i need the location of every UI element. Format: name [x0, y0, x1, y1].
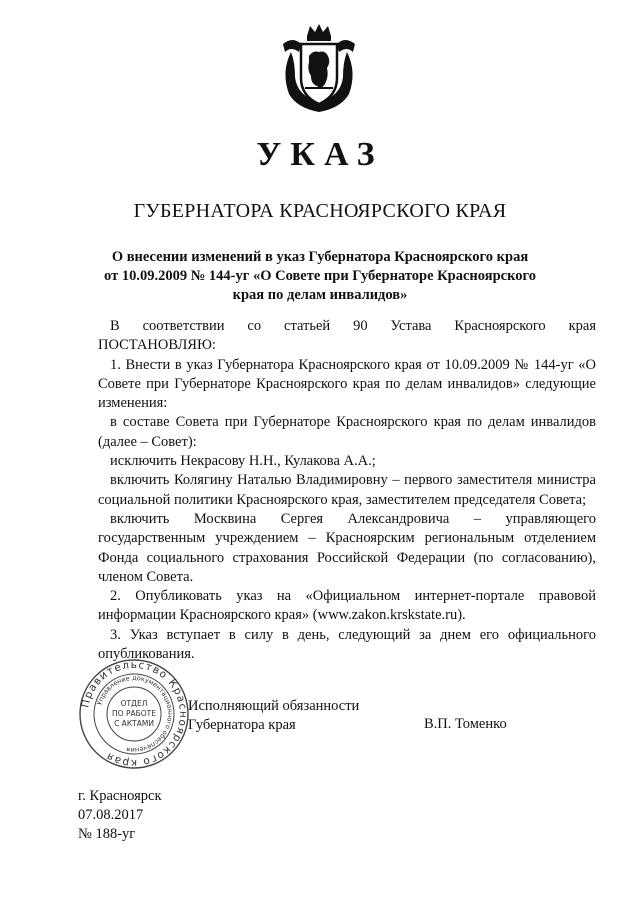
council-composition-paragraph: в составе Совета при Губернаторе Красноярского края по делам инвалидов (далее – Совет): [98, 414, 596, 450]
signatory-position [188, 697, 359, 735]
heading-line: от 10.09.2009 № 144-уг «О Совете при Губернаторе Красноярского [104, 268, 536, 284]
footer-city: г. Красноярск [78, 788, 162, 804]
stamp-center-line: ПО РАБОТЕ [112, 709, 156, 718]
exclude-paragraph: исключить Некрасову Н.Н., Кулакова А.А.; [110, 453, 376, 470]
signatory-position-line: Исполняющий обязанности [188, 698, 360, 714]
stamp-inner-text: Управление документационного обеспечения [95, 673, 175, 755]
document-title: УКАЗ [256, 136, 384, 173]
signatory-name: В.П. Томенко [424, 716, 507, 732]
stamp-center-line: С АКТАМИ [114, 719, 154, 728]
include-moskvin-paragraph: включить Москвина Сергея Александровича – управляющего государственным учреждением – Красноярским региональным отделением Фонда социального страхования Российской Федерации (по согласованию), членом Совета. [98, 510, 596, 585]
signatory-position-line: Губернатора края [188, 717, 296, 733]
official-stamp [78, 658, 190, 770]
include-kolyagina-paragraph: включить Колягину Наталью Владимировну – первого заместителя министра социальной политики Красноярского края, заместителем председателя Совета; [98, 472, 596, 508]
heading-line: края по делам инвалидов» [232, 287, 408, 303]
coat-of-arms-emblem [277, 22, 361, 114]
stamp-center-line: ОТДЕЛ [120, 699, 148, 708]
decree-body [98, 317, 596, 664]
footer-date: 07.08.2017 [78, 807, 144, 823]
clause-3-paragraph: 3. Указ вступает в силу в день, следующий за днем его официального опубликования. [98, 626, 596, 663]
stamp-outer-text: Правительство Красноярского края [79, 658, 190, 770]
heading-line: О внесении изменений в указ Губернатора Красноярского края [111, 249, 529, 265]
decree-heading [80, 248, 560, 305]
preamble-paragraph: В соответствии со статьей 90 Устава Красноярского края [110, 318, 596, 334]
document-subtitle: ГУБЕРНАТОРА КРАСНОЯРСКОГО КРАЯ [133, 200, 507, 222]
clause-1-paragraph: 1. Внести в указ Губернатора Красноярского края от 10.09.2009 № 144-уг «О Совете при Губернаторе Красноярского края по делам инвалидов» следующие изменения: [98, 356, 596, 412]
clause-2-paragraph: 2. Опубликовать указ на «Официальном интернет-портале правовой информации Красноярского края» (www.zakon.krskstate.ru). [98, 588, 596, 624]
document-footer [78, 787, 162, 844]
footer-number: № 188-уг [78, 826, 136, 842]
resolve-line: ПОСТАНОВЛЯЮ: [98, 337, 216, 354]
